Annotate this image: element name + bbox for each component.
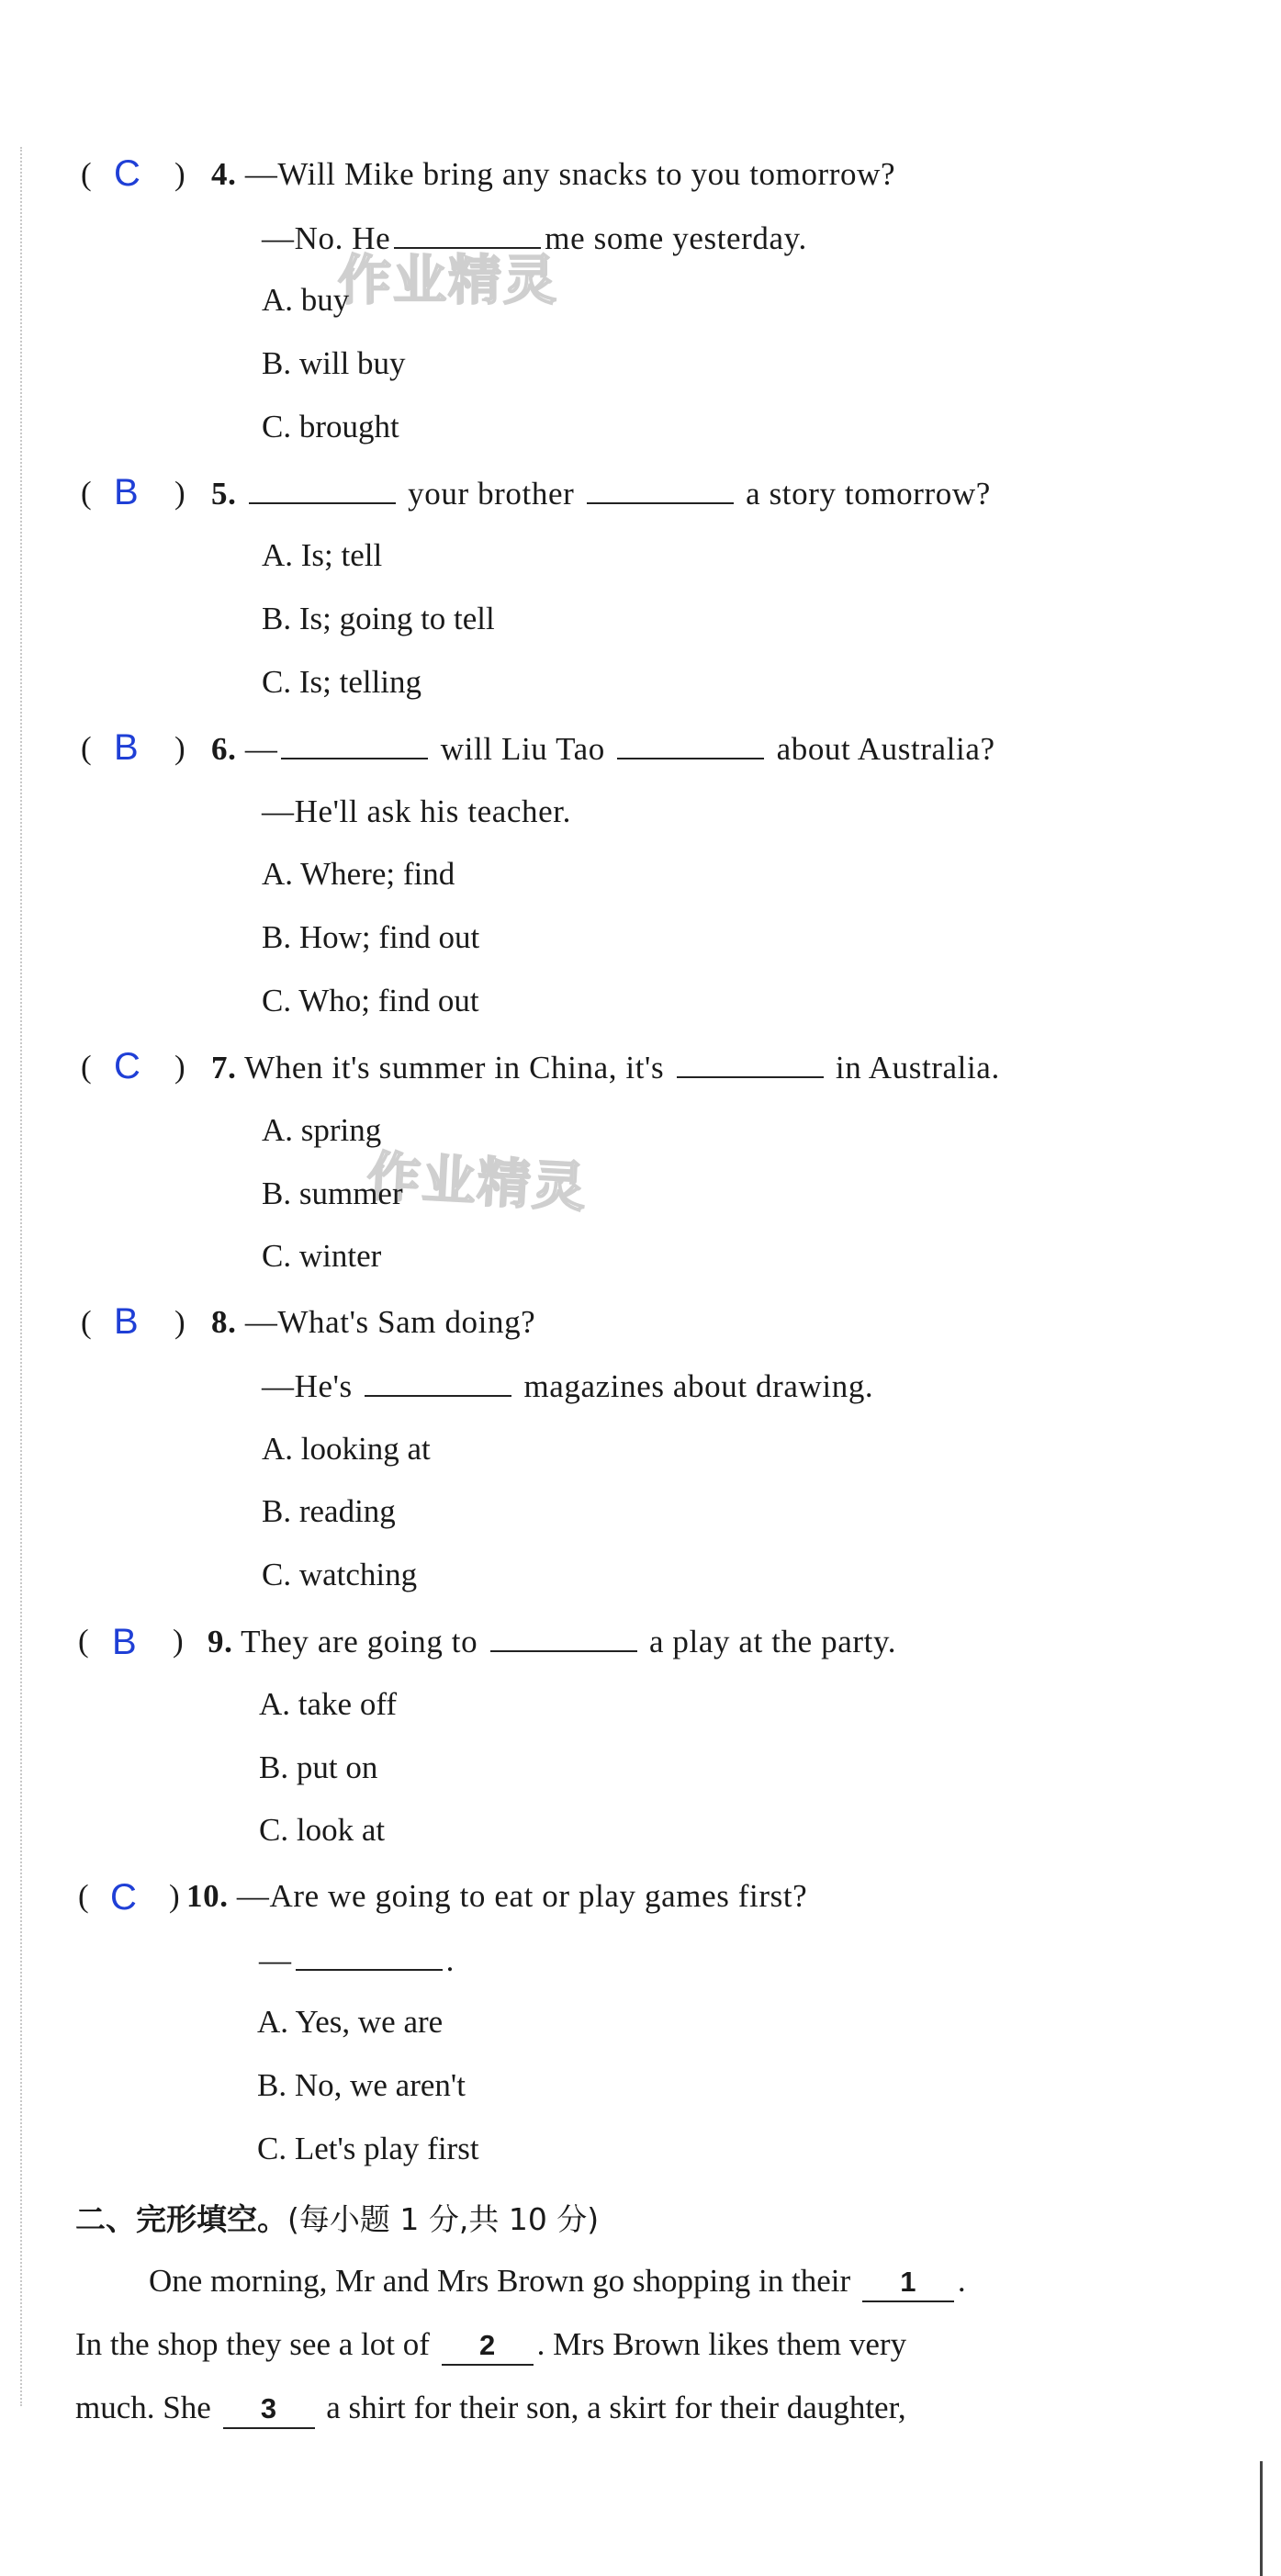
option-a: A. Is; tell [262,537,383,573]
answer-blank [617,728,764,759]
option-b: B. Is; going to tell [262,601,495,636]
answer-paren: ) [169,1878,180,1914]
stem-text: —Will Mike bring any snacks to you tomorrow? [244,156,896,192]
question-number: 8. [211,1304,237,1340]
passage-line-1 [149,2261,1186,2302]
passage-text: . [957,2263,966,2299]
answer-letter: C [114,1046,140,1086]
margin-dotted-line [20,147,22,2406]
question-stem-line2 [259,1940,455,1981]
question-stem-line2 [262,218,807,259]
question-stem [211,473,991,514]
stem-text: When it's summer in China, it's [244,1050,665,1086]
answer-paren: ) [174,1049,185,1085]
cloze-blank-1: 1 [862,2264,954,2302]
question-number: 7. [211,1050,237,1086]
answer-paren: ) [174,475,185,511]
answer-blank [249,473,396,504]
option-b: B. will buy [262,345,406,381]
option-c: C. Let's play first [257,2131,479,2166]
stem-text: about Australia? [776,731,995,767]
option-c: C. watching [262,1557,418,1592]
cloze-blank-2: 2 [442,2327,534,2366]
option-c: C. brought [262,409,399,444]
answer-paren: ( [78,1878,89,1914]
stem-text: — [259,1942,292,1978]
section-note: (每小题 1 分,共 10 分) [287,2201,600,2237]
page-edge-mark [1260,2461,1263,2576]
answer-blank [490,1621,637,1652]
answer-paren: ) [173,1623,184,1659]
option-a: A. take off [259,1686,397,1722]
option-a: A. spring [262,1112,382,1148]
answer-paren: ( [78,1623,89,1659]
stem-text: They are going to [241,1624,478,1659]
option-c: C. look at [259,1812,386,1848]
stem-text: your brother [408,476,575,512]
option-b: B. No, we aren't [257,2067,466,2103]
question-stem [208,1621,896,1662]
stem-text: will Liu Tao [440,731,605,767]
answer-letter: B [114,472,139,512]
stem-text: magazines about drawing. [523,1368,874,1404]
option-a: A. looking at [262,1431,431,1467]
stem-text: a story tomorrow? [746,476,991,512]
answer-paren: ( [81,730,92,766]
answer-letter: B [114,727,139,768]
stem-text: me some yesterday. [545,220,807,256]
option-b: B. reading [262,1493,396,1529]
passage-line-3 [75,2388,1113,2429]
answer-letter: C [114,153,140,194]
stem-text: . [445,1942,455,1978]
stem-text: —What's Sam doing? [244,1304,536,1340]
passage-text: a shirt for their son, a skirt for their daughter, [326,2390,906,2425]
passage-text: . Mrs Brown likes them very [536,2326,907,2362]
option-c: C. Who; find out [262,983,479,1018]
answer-letter: B [112,1622,137,1662]
answer-paren: ) [174,730,185,766]
passage-text: much. She [75,2390,211,2425]
stem-text: in Australia. [835,1050,1000,1086]
passage-text: One morning, Mr and Mrs Brown go shopping in their [149,2263,851,2299]
watermark: 作业精灵 [338,249,559,311]
question-number: 6. [211,731,237,767]
stem-text: —Are we going to eat or play games first? [236,1878,808,1914]
stem-text: — [244,731,278,767]
answer-paren: ) [174,156,185,192]
stem-text: —He's [262,1368,353,1404]
question-number: 4. [211,156,237,192]
passage-line-2 [75,2324,1113,2366]
watermark: 作业精灵 [365,1144,590,1220]
stem-text: —No. He [262,220,391,256]
answer-blank [587,473,734,504]
question-stem [211,728,995,770]
answer-blank [296,1940,443,1971]
stem-text: a play at the party. [648,1624,897,1659]
question-stem [211,1302,535,1343]
answer-paren: ( [81,1304,92,1340]
option-a: A. Yes, we are [257,2004,444,2040]
option-a: A. buy [262,282,350,318]
question-stem [186,1876,807,1917]
answer-paren: ( [81,475,92,511]
passage-text: In the shop they see a lot of [75,2326,430,2362]
option-c: C. winter [262,1238,382,1274]
option-b: B. put on [259,1749,378,1785]
answer-letter: B [114,1301,139,1342]
question-stem-line2 [262,1366,873,1407]
answer-blank [394,218,541,249]
option-b: B. How; find out [262,919,480,955]
question-number: 5. [211,476,237,512]
answer-letter: C [110,1877,137,1918]
question-number: 9. [208,1624,233,1659]
question-stem [211,1047,1000,1088]
section-heading [75,2199,599,2240]
section-title: 二、完形填空。 [75,2201,287,2237]
answer-blank [281,728,428,759]
answer-paren: ( [81,1049,92,1085]
answer-paren: ) [174,1304,185,1340]
question-stem [211,154,895,195]
question-number: 10. [186,1878,229,1914]
answer-blank [365,1366,511,1397]
answer-blank [677,1047,824,1078]
question-stem-line2: —He'll ask his teacher. [262,793,571,829]
answer-paren: ( [81,156,92,192]
option-b: B. summer [262,1176,403,1211]
option-a: A. Where; find [262,856,455,892]
cloze-blank-3: 3 [223,2390,315,2429]
option-c: C. Is; telling [262,664,422,700]
